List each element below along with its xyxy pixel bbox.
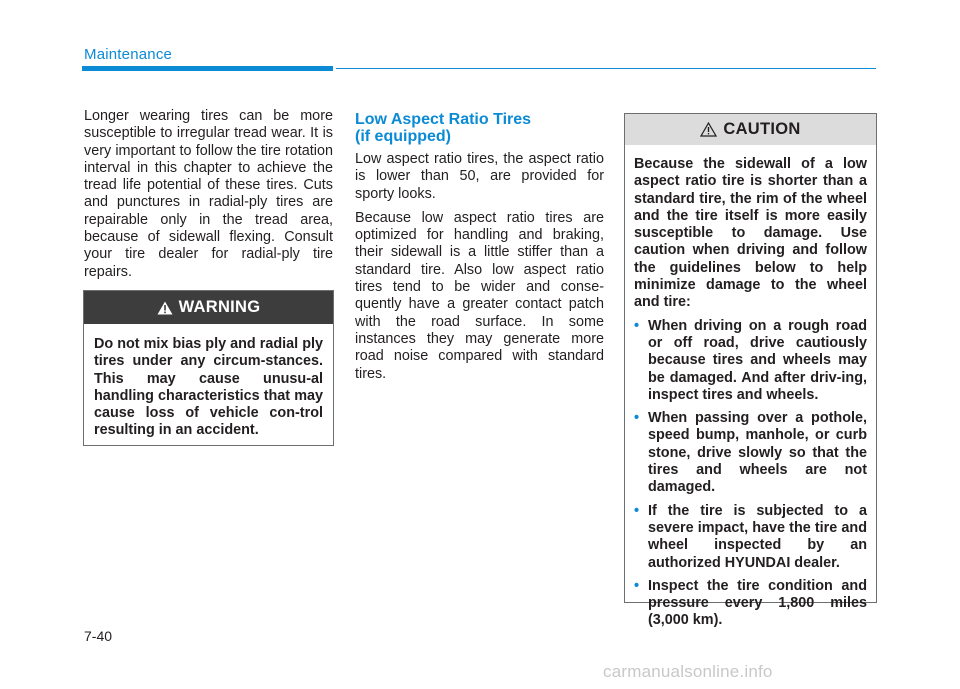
column-1	[84, 108, 333, 288]
warning-triangle-icon	[157, 301, 173, 315]
caution-title: CAUTION	[723, 120, 801, 138]
low-aspect-heading-line2: (if equipped)	[355, 128, 451, 145]
caution-item: • When passing over a pothole, speed bump, manhole, or curb stone, drive slowly so that the tires and wheels are not damaged.	[634, 410, 867, 496]
warning-body: Do not mix bias ply and radial ply tires under any circum-stances. This may cause unusu-al handling characteristics that may cause loss of vehicle con-trol resulting in an accident.	[94, 336, 323, 439]
caution-header	[625, 114, 876, 145]
low-aspect-heading	[355, 111, 605, 145]
caution-item: • If the tire is subjected to a severe impact, have the tire and wheel inspected by an authorized HYUNDAI dealer.	[634, 502, 867, 571]
warning-header	[84, 291, 333, 324]
header-rule-thin	[336, 68, 876, 69]
bullet-icon: •	[634, 577, 640, 594]
page-number: 7-40	[84, 628, 113, 644]
bullet-icon: •	[634, 410, 640, 427]
caution-item: • Inspect the tire condition and pressure every 1,800 miles (3,000 km).	[634, 577, 867, 629]
section-title: Maintenance	[84, 46, 173, 63]
caution-box	[624, 113, 877, 629]
bullet-icon: •	[634, 317, 640, 334]
caution-list	[634, 318, 867, 630]
column-2	[355, 151, 604, 390]
bullet-icon: •	[634, 502, 640, 519]
warning-title: WARNING	[178, 298, 261, 316]
low-aspect-heading-line1: Low Aspect Ratio Tires	[355, 111, 532, 128]
caution-intro: Because the sidewall of a low aspect ratio tire is shorter than a standard tire, the rim of the wheel and the tire itself is more easily susceptible to damage. Use caution when driving and follow the guidelines below to help minimize damage to the wheel and tire:	[634, 156, 867, 311]
caution-body	[625, 145, 876, 630]
watermark: carmanualsonline.info	[603, 662, 773, 681]
caution-triangle-icon	[700, 122, 717, 137]
aspect-ratio-paragraph-1: Low aspect ratio tires, the aspect ratio is lower than 50, are provided for sporty looks.	[355, 151, 604, 202]
header-rule-thick	[82, 66, 333, 71]
tire-wear-paragraph: Longer wearing tires can be more susceptible to irregular tread wear. It is very important to follow the tire rotation interval in this chapter to achieve the tread life potential of these tires. Cuts and punctures in radial-ply tires are repairable only in the tread area, because of sidewall flexing. Consult your tire dealer for radial-ply tire repairs.	[84, 108, 333, 280]
aspect-ratio-paragraph-2: Because low aspect ratio tires are optimized for handling and braking, their sidewall is a little stiffer than a standard tire. Also low aspect ratio tires tend to be wider and conse-quently have a greater contact patch with the road surface. In some instances they may generate more road noise compared with standard tires.	[355, 209, 604, 382]
warning-box	[83, 290, 334, 446]
caution-item: • When driving on a rough road or off road, drive cautiously because tires and wheels may be damaged. And after driv-ing, inspect tires and wheels.	[634, 317, 867, 403]
